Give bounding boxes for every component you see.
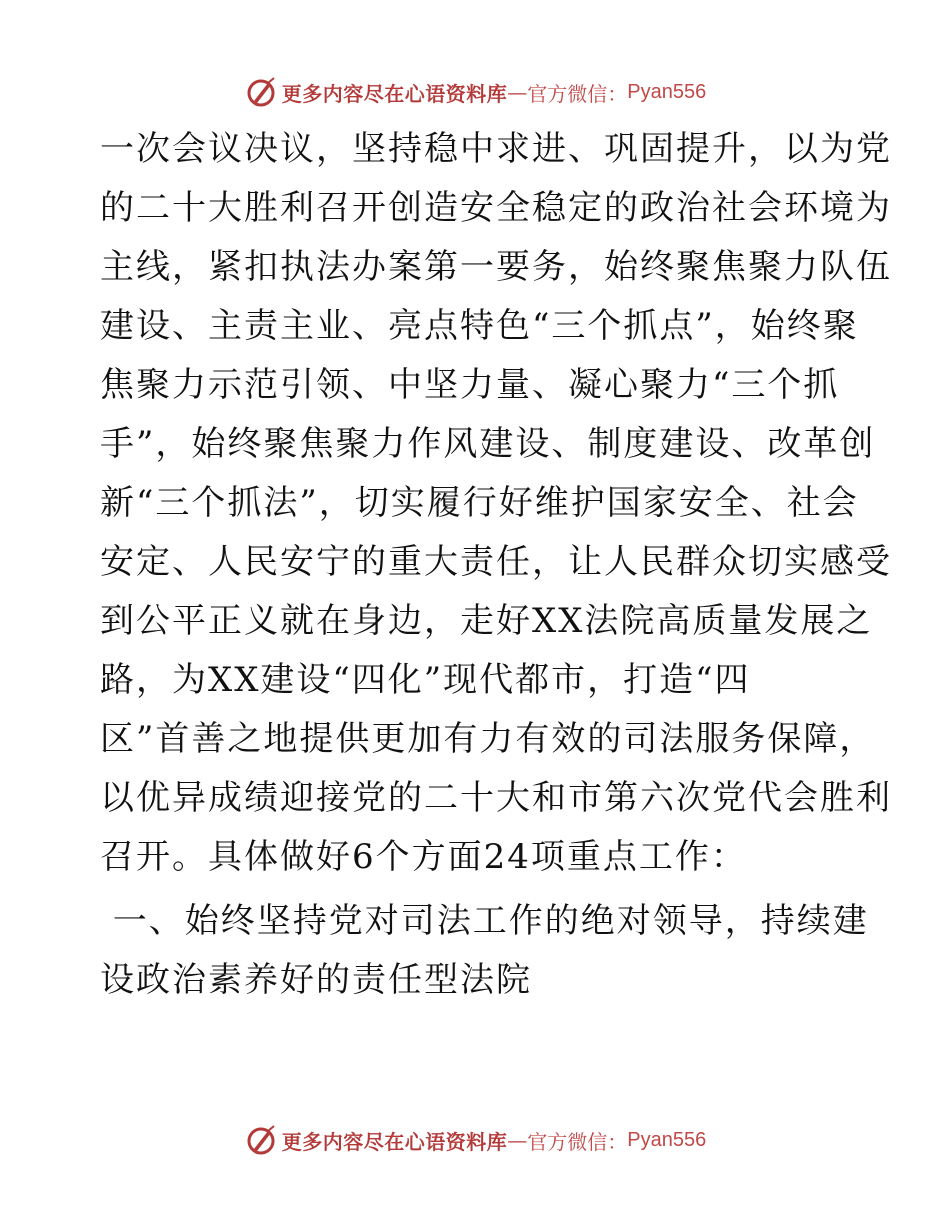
body-line: 区”首善之地提供更加有力有效的司法服务保障，	[100, 719, 876, 759]
watermark-dash: —	[507, 80, 528, 104]
body-line: 一次会议决议，坚持稳中求进、巩固提升，以为党	[100, 129, 892, 169]
heading-line: 设政治素养好的责任型法院	[100, 960, 532, 1000]
watermark-wechat-id: Pyan556	[627, 1128, 707, 1151]
body-paragraph	[100, 120, 892, 887]
body-line: 手”，始终聚焦聚力作风建设、制度建设、改革创	[100, 424, 876, 464]
watermark-title: 更多内容尽在心语资料库	[281, 1129, 508, 1154]
body-line: 以优异成绩迎接党的二十大和市第六次党代会胜利	[100, 778, 892, 818]
watermark-wechat-id: Pyan556	[627, 80, 707, 103]
body-line: 建设、主责主业、亮点特色“三个抓点”，始终聚	[100, 306, 859, 346]
body-line: 主线，紧扣执法办案第一要务，始终聚焦聚力队伍	[100, 247, 892, 287]
watermark-title: 更多内容尽在心语资料库	[281, 81, 508, 106]
watermark-dash: —	[507, 1128, 528, 1152]
header-watermark	[0, 72, 950, 112]
body-line: 到公平正义就在身边，走好XX法院高质量发展之	[100, 601, 873, 641]
quill-pen-circle-icon	[244, 1123, 278, 1157]
quill-pen-circle-icon	[244, 75, 278, 109]
section-heading	[100, 892, 869, 1010]
body-line: 的二十大胜利召开创造安全稳定的政治社会环境为	[100, 188, 892, 228]
watermark-wechat-label: 官方微信：	[527, 81, 628, 106]
footer-watermark	[0, 1120, 950, 1160]
watermark-wechat-label: 官方微信：	[527, 1129, 628, 1154]
body-line: 新“三个抓法”，切实履行好维护国家安全、社会	[100, 483, 859, 523]
body-line: 路，为XX建设“四化”现代都市，打造“四	[100, 660, 751, 700]
body-line: 焦聚力示范引领、中坚力量、凝心聚力“三个抓	[100, 365, 840, 405]
body-line: 安定、人民安宁的重大责任，让人民群众切实感受	[100, 542, 892, 582]
heading-line: 一、始终坚持党对司法工作的绝对领导，持续建	[100, 901, 869, 941]
body-line: 召开。具体做好6个方面24项重点工作：	[100, 837, 747, 877]
